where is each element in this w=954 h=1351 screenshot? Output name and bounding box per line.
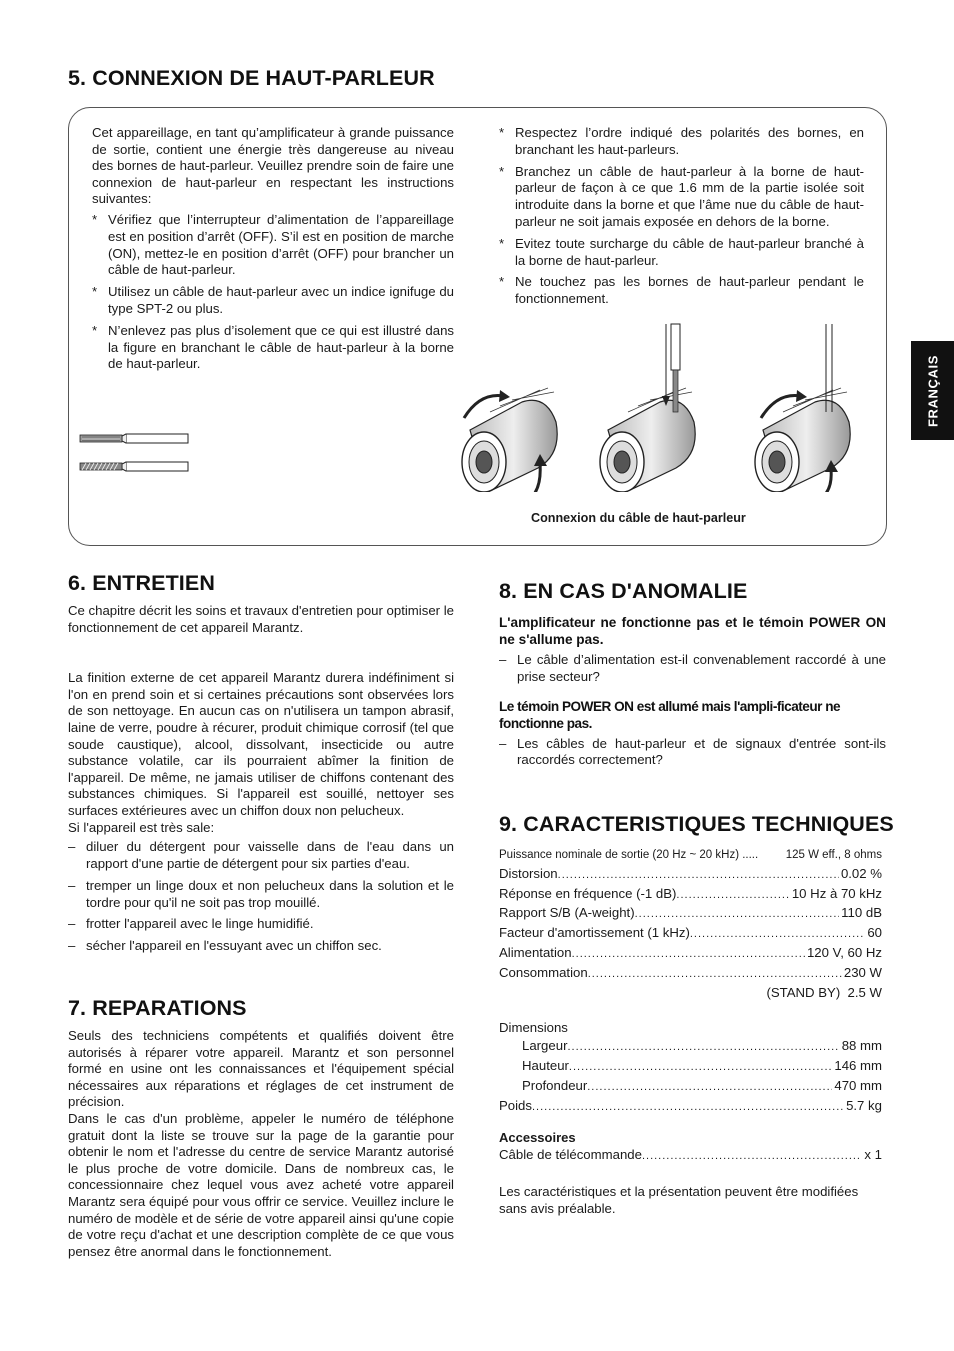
spec-row (499, 904, 882, 924)
spec-label: Câble de télécommande (499, 1147, 642, 1163)
section-8-title: 8. EN CAS D'ANOMALIE (499, 579, 748, 603)
list-item (499, 736, 886, 770)
bullet-marker: – (499, 735, 507, 751)
terminal-insert-icon (600, 388, 695, 492)
list-item-text: Ne touchez pas les bornes de haut-parleur pendant le fonctionnement. (515, 274, 864, 307)
section-9-title: 9. CARACTERISTIQUES TECHNIQUES (499, 812, 894, 836)
spec-row (499, 1077, 882, 1097)
list-item (92, 323, 454, 373)
list-item-text: diluer du détergent pour vaisselle dans de l'eau dans un rapport d'une partie de détergent pour six parties d'eau. (86, 839, 454, 871)
list-item-text: Les câbles de haut-parleur et de signaux d'entrée sont-ils raccordés correctement? (517, 735, 886, 768)
section-7-content (68, 1028, 454, 1260)
spec-standby-value: (STAND BY) 2.5 W (766, 984, 882, 1000)
bullet-marker: – (68, 916, 76, 932)
list-item (68, 916, 454, 933)
bullet-marker: – (68, 877, 76, 893)
spec-note: Les caractéristiques et la présentation peuvent être modifiées sans avis préalable. (499, 1184, 859, 1217)
section-5-title: 5. CONNEXION DE HAUT-PARLEUR (68, 66, 435, 90)
bullet-marker: – (499, 652, 507, 667)
accessories-title: Accessoires (499, 1130, 576, 1146)
section-8-content (499, 614, 886, 769)
spec-value: 470 mm (834, 1077, 882, 1093)
spec-row (499, 964, 882, 984)
spec-value: 125 W eff., 8 ohms (785, 849, 882, 861)
figure-caption: Connexion du câble de haut-parleur (531, 511, 746, 525)
terminal-loosen-icon (462, 388, 557, 492)
bullet-marker: * (92, 322, 98, 338)
bullet-marker: * (92, 211, 98, 227)
spec-row (499, 1097, 882, 1117)
list-item-text: Respectez l’ordre indiqué des polarités des bornes, en branchant les haut-parleurs. (515, 125, 864, 157)
list-item (68, 839, 454, 873)
spec-value: 120 V, 60 Hz (806, 944, 882, 960)
list-item (68, 878, 454, 912)
spec-row (499, 865, 882, 885)
language-tab (911, 341, 954, 440)
spec-value: x 1 (864, 1147, 882, 1163)
section-6-title: 6. ENTRETIEN (68, 571, 215, 595)
list-item-text: frotter l'appareil avec le linge humidifié. (86, 916, 314, 932)
spec-row (499, 944, 882, 964)
spec-label: Facteur d'amortissement (1 kHz) (499, 925, 690, 941)
spec-value: 0.02 % (840, 865, 882, 881)
section-7-paragraph-2: Dans le cas d'un problème, appeler le numéro de téléphone gratuit dont la liste se trouve sur la page de la garantie pour obtenir le nom et l'adresse du centre de service Marantz autorisé le plus proche de votre domicile. Dans de nombreux cas, le concessionnaire chez lequel vous avez acheté votre appareil Marantz sera équipé pour vous offrir ce service. Veuillez inclure le numéro de modèle et de série de votre appareil ainsi qu'une copie de votre reçu d'achat et une description complète de ce que vous pensez être anormal dans le fonctionnement. (68, 1110, 454, 1259)
bullet-marker: – (68, 839, 76, 855)
section-6-intro: Ce chapitre décrit les soins et travaux d'entretien pour optimiser le fonctionnement de cet appareil Marantz. (68, 603, 454, 635)
stripped-cable-illustration (78, 428, 193, 478)
spec-label: Poids (499, 1097, 532, 1113)
cable-before-icon (80, 434, 188, 443)
spec-row (499, 1037, 882, 1057)
spec-label: Rapport S/B (A-weight) (499, 905, 635, 921)
list-item-text: Evitez toute surcharge du câble de haut-parleur branché à la borne de haut-parleur. (515, 235, 864, 268)
spec-label: Consommation (499, 964, 588, 980)
section-5-right-column (499, 125, 864, 308)
list-item (68, 938, 454, 955)
list-item (499, 125, 864, 159)
list-item (499, 236, 864, 270)
spec-row (499, 1057, 882, 1077)
spec-row (499, 1146, 882, 1166)
spec-value: 230 W (843, 964, 882, 980)
section-6-content (68, 603, 454, 955)
spec-value: 5.7 kg (846, 1097, 882, 1113)
bullet-marker: * (92, 284, 98, 300)
list-item-text: N’enlevez pas plus d’isolement que ce qui est illustré dans la figure en branchant le câble de haut-parleur à la borne de haut-parleur. (108, 322, 454, 372)
symptom-1: L'amplificateur ne fonctionne pas et le témoin POWER ON ne s'allume pas. (499, 615, 886, 647)
symptom-2: Le témoin POWER ON est allumé mais l'ampli-ficateur ne fonctionne pas. (499, 698, 841, 731)
spec-label: Distorsion (499, 865, 558, 881)
spec-value: 88 mm (841, 1038, 882, 1054)
terminal-tighten-icon (755, 388, 850, 492)
list-item (92, 284, 454, 318)
list-item-text: Le câble d’alimentation est-il convenablement raccordé à une prise secteur? (517, 652, 886, 684)
list-item-text: Utilisez un câble de haut-parleur avec un indice ignifuge du type SPT-2 ou plus. (108, 284, 454, 316)
section-5-left-column (92, 125, 454, 373)
list-item (499, 652, 886, 686)
spec-label: Profondeur (522, 1077, 588, 1093)
list-item-text: sécher l'appareil en l'essuyant avec un chiffon sec. (86, 938, 382, 954)
spec-label: Réponse en fréquence (-1 dB) (499, 885, 677, 901)
bullet-marker: – (68, 938, 76, 954)
language-tab-label: FRANÇAIS (925, 354, 940, 427)
binding-post-illustration (448, 322, 868, 492)
spec-row (499, 847, 882, 865)
list-item (92, 212, 454, 279)
spec-value: 10 Hz à 70 kHz (791, 885, 882, 901)
spec-value: 110 dB (841, 905, 882, 921)
section-7-title: 7. REPARATIONS (68, 996, 247, 1020)
bullet-marker: * (499, 125, 505, 140)
spec-label: Largeur (522, 1038, 568, 1054)
spec-value: 146 mm (834, 1057, 882, 1073)
spec-label: Puissance nominale de sortie (20 Hz ~ 20 kHz) ..... (499, 849, 759, 861)
spec-dimensions-label: Dimensions (499, 1020, 568, 1036)
list-item-text: tremper un linge doux et non pelucheux dans la solution et le tordre pour qu'il ne soit pas trop mouillé. (86, 877, 454, 910)
spec-label: Hauteur (522, 1057, 569, 1073)
list-item (499, 164, 864, 231)
specifications (499, 847, 882, 1217)
cable-wire-right-icon (826, 324, 832, 412)
list-item (499, 274, 864, 308)
section-6-dirty-label: Si l'appareil est très sale: (68, 819, 215, 835)
section-6-body: La finition externe de cet appareil Marantz durera indéfiniment si l'on en prend soin et si certaines précautions sont observées lors de son nettoyage. En aucun cas on n'utilisera un tampon abrasif, laine de verre, poudre à récurer, produit chimique corrosif (tel que soude caustique), alcool, dissolvant, insecticide ou autre substance volatile, car ils pourraient abîmer la finition de l'appareil. De même, ne jamais utiliser de chiffons contenant des substances chimiques. Si l'appareil est souillé, nettoyer ses surfaces extérieures avec un chiffon doux non pelucheux. (68, 670, 454, 818)
list-item-text: Vérifiez que l’interrupteur d’alimentation de l’appareillage est en position d’arrêt (OFF). S’il est en position de marche (ON), mettez-le en position d’arrêt (OFF) pour brancher un câble de haut-parleur. (108, 211, 454, 278)
section-5-intro: Cet appareillage, en tant qu’amplificateur à grande puissance de sortie, contient une énergie très dangereuse au niveau des bornes de haut-parleur. Veuillez prendre soin de faire une connexion de haut-parleur en respectant les instructions suivantes: (92, 125, 454, 207)
spec-row (499, 924, 882, 944)
cable-wire-icon (662, 324, 680, 412)
section-7-paragraph-1: Seuls des techniciens compétents et qualifiés doivent être autorisés à réparer votre appareil. Marantz et son personnel formé en usine ont les connaissances et l'équipement spécial nécessaires aux réparations et réglages de cet instrument de précision. (68, 1028, 454, 1110)
cable-twisted-icon (80, 462, 188, 471)
bullet-marker: * (499, 235, 505, 251)
spec-row (499, 984, 882, 1002)
spec-label: Alimentation (499, 944, 572, 960)
list-item-text: Branchez un câble de haut-parleur à la borne de haut-parleur de façon à ce que 1.6 mm de la partie isolée soit introduite dans la borne et que l’âme nue du câble de haut-parleur ne soit jamais exposée en dehors de la borne. (515, 163, 864, 229)
bullet-marker: * (499, 274, 505, 290)
spec-value: 60 (867, 925, 882, 941)
bullet-marker: * (499, 163, 505, 179)
spec-row (499, 885, 882, 905)
